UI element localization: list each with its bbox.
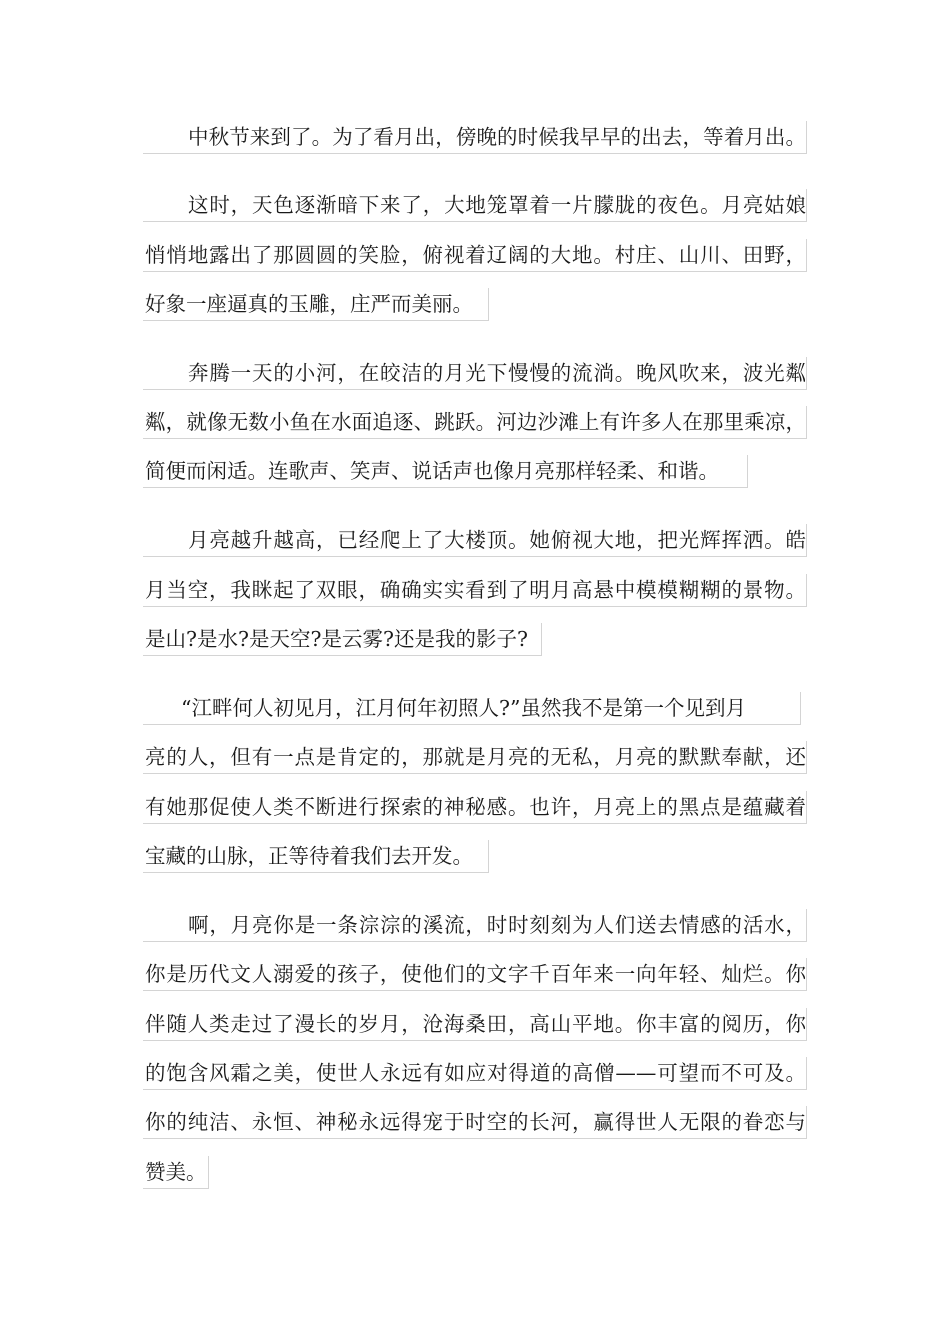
paragraph-4-line-2: 月当空，我眯起了双眼，确确实实看到了明月高悬中模模糊糊的景物。 xyxy=(143,574,807,607)
paragraph-4-line-1: 月亮越升越高，已经爬上了大楼顶。她俯视大地，把光辉挥洒。皓 xyxy=(143,524,807,557)
paragraph-2-line-1: 这时，天色逐渐暗下来了，大地笼罩着一片朦胧的夜色。月亮姑娘 xyxy=(143,189,807,222)
paragraph-5-line-2: 亮的人，但有一点是肯定的，那就是月亮的无私，月亮的默默奉献，还 xyxy=(143,741,807,774)
paragraph-6-line-3: 伴随人类走过了漫长的岁月，沧海桑田，高山平地。你丰富的阅历，你 xyxy=(143,1008,807,1041)
paragraph-6-line-5: 你的纯洁、永恒、神秘永远得宠于时空的长河，赢得世人无限的眷恋与 xyxy=(143,1106,807,1139)
paragraph-6-line-1: 啊，月亮你是一条淙淙的溪流，时时刻刻为人们送去情感的活水， xyxy=(143,909,807,942)
paragraph-3-line-3: 简便而闲适。连歌声、笑声、说话声也像月亮那样轻柔、和谐。 xyxy=(143,455,748,488)
paragraph-2-line-3: 好象一座逼真的玉雕，庄严而美丽。 xyxy=(143,288,489,321)
paragraph-5-line-1: “江畔何人初见月，江月何年初照人?”虽然我不是第一个见到月 xyxy=(143,692,801,725)
paragraph-2-line-2: 悄悄地露出了那圆圆的笑脸，俯视着辽阔的大地。村庄、山川、田野， xyxy=(143,239,807,272)
paragraph-4-line-3: 是山?是水?是天空?是云雾?还是我的影子? xyxy=(143,623,542,656)
paragraph-6-line-4: 的饱含风霜之美，使世人永远有如应对得道的高僧——可望而不可及。 xyxy=(143,1057,807,1090)
paragraph-5-line-4: 宝藏的山脉，正等待着我们去开发。 xyxy=(143,840,489,873)
paragraph-6-line-2: 你是历代文人溺爱的孩子，使他们的文字千百年来一向年轻、灿烂。你 xyxy=(143,958,807,991)
paragraph-6-line-6: 赞美。 xyxy=(143,1156,209,1189)
paragraph-3-line-1: 奔腾一天的小河，在皎洁的月光下慢慢的流淌。晚风吹来，波光粼 xyxy=(143,357,807,390)
paragraph-1-line-1: 中秋节来到了。为了看月出，傍晚的时候我早早的出去，等着月出。 xyxy=(143,121,807,154)
paragraph-5-line-3: 有她那促使人类不断进行探索的神秘感。也许，月亮上的黑点是蕴藏着 xyxy=(143,791,807,824)
paragraph-3-line-2: 粼，就像无数小鱼在水面追逐、跳跃。河边沙滩上有许多人在那里乘凉， xyxy=(143,406,807,439)
